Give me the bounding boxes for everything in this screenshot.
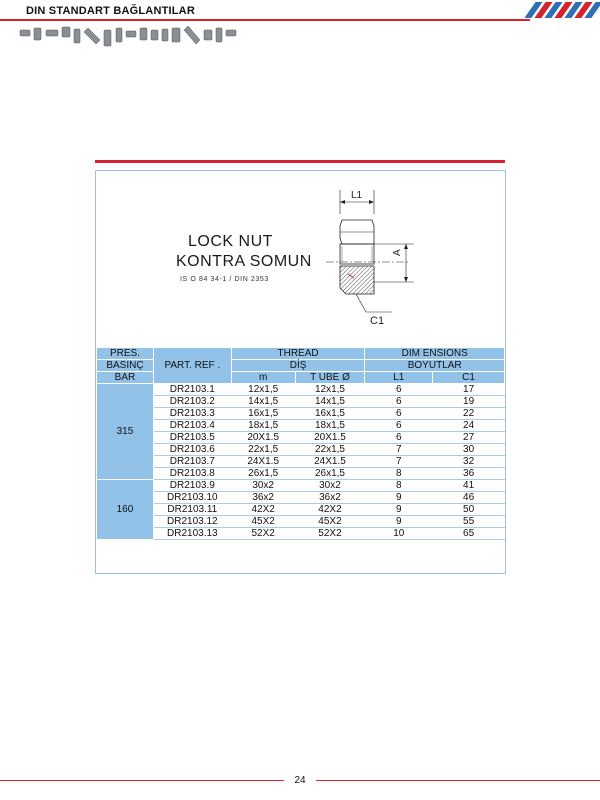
cell-c1: 36: [433, 468, 505, 480]
cell-c1: 19: [433, 396, 505, 408]
cell-tube: 14x1,5: [295, 396, 365, 408]
cell-l1: 9: [365, 492, 433, 504]
cell-tube: 26x1,5: [295, 468, 365, 480]
cell-tube: 16x1,5: [295, 408, 365, 420]
cell-l1: 7: [365, 444, 433, 456]
table-row: [97, 480, 505, 492]
cell-l1: 8: [365, 468, 433, 480]
cell-m: 42X2: [231, 504, 295, 516]
cell-c1: 55: [433, 516, 505, 528]
catalog-section-title: DIN STANDART BAĞLANTILAR: [26, 5, 195, 17]
cell-ref: DR2103.12: [153, 516, 231, 528]
cell-tube: 18x1,5: [295, 420, 365, 432]
cell-ref: DR2103.10: [153, 492, 231, 504]
cell-ref: DR2103.8: [153, 468, 231, 480]
cell-ref: DR2103.7: [153, 456, 231, 468]
col-header-thread: THREAD: [231, 348, 365, 360]
cell-c1: 30: [433, 444, 505, 456]
cell-tube: 42X2: [295, 504, 365, 516]
table-row: [97, 528, 505, 540]
table-row: [97, 456, 505, 468]
cell-c1: 50: [433, 504, 505, 516]
lock-nut-technical-drawing: [320, 182, 420, 332]
cell-c1: 17: [433, 384, 505, 396]
product-standard: IS O 84 34-1 / DIN 2353: [180, 276, 269, 283]
cell-m: 18x1,5: [231, 420, 295, 432]
cell-l1: 8: [365, 480, 433, 492]
cell-tube: 12x1,5: [295, 384, 365, 396]
header-red-rule: [0, 19, 530, 21]
cell-tube: 45X2: [295, 516, 365, 528]
cell-m: 45X2: [231, 516, 295, 528]
cell-m: 26x1,5: [231, 468, 295, 480]
a-label: A: [392, 249, 403, 256]
cell-ref: DR2103.6: [153, 444, 231, 456]
col-header-basinc: BASINÇ: [97, 360, 154, 372]
cell-l1: 9: [365, 516, 433, 528]
cell-l1: 6: [365, 432, 433, 444]
table-row: [97, 516, 505, 528]
table-row: [97, 396, 505, 408]
cell-ref: DR2103.4: [153, 420, 231, 432]
col-header-boyutlar: BOYUTLAR: [365, 360, 505, 372]
cell-c1: 27: [433, 432, 505, 444]
table-row: [97, 504, 505, 516]
product-title-turkish: KONTRA SOMUN: [176, 253, 312, 270]
col-header-dimensions: DIM ENSIONS: [365, 348, 505, 360]
cell-ref: DR2103.1: [153, 384, 231, 396]
table-row: [97, 408, 505, 420]
table-row: [97, 444, 505, 456]
table-row: [97, 384, 505, 396]
cell-m: 12x1,5: [231, 384, 295, 396]
cell-m: 22x1,5: [231, 444, 295, 456]
page-header: [0, 0, 600, 20]
cell-tube: 30x2: [295, 480, 365, 492]
cell-ref: DR2103.13: [153, 528, 231, 540]
cell-l1: 6: [365, 396, 433, 408]
cell-m: 36x2: [231, 492, 295, 504]
pressure-group-cell: 315: [97, 384, 154, 480]
col-header-l1: L1: [365, 372, 433, 384]
header-stripes-decoration: [520, 2, 600, 18]
col-header-bar: BAR: [97, 372, 154, 384]
cell-l1: 6: [365, 408, 433, 420]
c1-label: C1: [370, 315, 385, 327]
cell-c1: 46: [433, 492, 505, 504]
table-row: [97, 420, 505, 432]
pressure-group-cell: 160: [97, 480, 154, 540]
cell-m: 20X1.5: [231, 432, 295, 444]
cell-tube: 20X1.5: [295, 432, 365, 444]
col-header-m: m: [231, 372, 295, 384]
cell-ref: DR2103.2: [153, 396, 231, 408]
cell-c1: 41: [433, 480, 505, 492]
page-number: 24: [294, 775, 306, 786]
col-header-dis: DİŞ: [231, 360, 365, 372]
cell-l1: 7: [365, 456, 433, 468]
specification-table: [96, 347, 505, 540]
cell-m: 14x1,5: [231, 396, 295, 408]
col-header-pres: PRES.: [97, 348, 154, 360]
col-header-tube: T UBE Ø: [295, 372, 365, 384]
col-header-part-ref: PART. REF .: [153, 348, 231, 384]
fittings-strip-image: [18, 22, 248, 56]
cell-ref: DR2103.9: [153, 480, 231, 492]
cell-l1: 10: [365, 528, 433, 540]
cell-tube: 24X1.5: [295, 456, 365, 468]
cell-ref: DR2103.11: [153, 504, 231, 516]
cell-m: 52X2: [231, 528, 295, 540]
table-row: [97, 432, 505, 444]
cell-c1: 65: [433, 528, 505, 540]
cell-c1: 24: [433, 420, 505, 432]
table-row: [97, 492, 505, 504]
cell-tube: 36x2: [295, 492, 365, 504]
section-red-rule: [95, 160, 505, 163]
cell-ref: DR2103.3: [153, 408, 231, 420]
cell-l1: 9: [365, 504, 433, 516]
cell-c1: 32: [433, 456, 505, 468]
table-row: [97, 468, 505, 480]
cell-c1: 22: [433, 408, 505, 420]
col-header-c1: C1: [433, 372, 505, 384]
l1-label: L1: [351, 190, 363, 201]
cell-m: 30x2: [231, 480, 295, 492]
cell-m: 16x1,5: [231, 408, 295, 420]
product-title-english: LOCK NUT: [188, 233, 273, 250]
cell-l1: 6: [365, 384, 433, 396]
cell-tube: 22x1,5: [295, 444, 365, 456]
cell-m: 24X1.5: [231, 456, 295, 468]
cell-l1: 6: [365, 420, 433, 432]
cell-tube: 52X2: [295, 528, 365, 540]
cell-ref: DR2103.5: [153, 432, 231, 444]
